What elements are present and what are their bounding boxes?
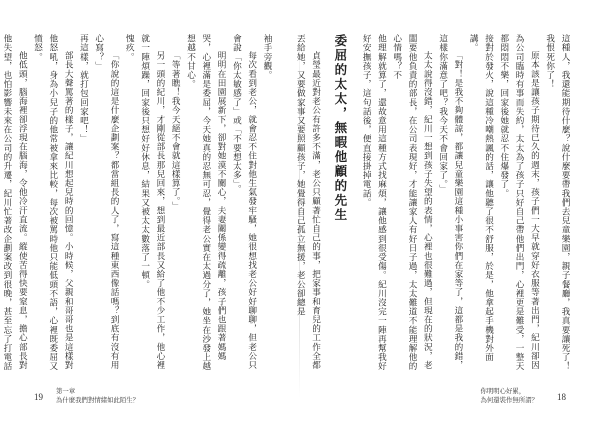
paragraph: 這種人，我還能期待什麼？說什麼要帶我們去兒童樂園，親子餐廳，我真要讓死了！我恨死你了！	[544, 34, 570, 371]
paragraph: 袖手旁觀。	[262, 34, 272, 80]
paragraph: 「你說的這是什麼企劃案？都當組長的人了，寫這種東西像話嗎？到底有沒有用心寫？」	[93, 34, 120, 370]
footer-title-line-1: 你明明心好累，	[480, 387, 526, 395]
footer-title: 為什麼我們對情緒如此陌生？	[56, 395, 140, 404]
right-page	[295, 0, 600, 426]
paragraph: 貞瑩最近對老公有許多不滿，老公只顧著忙自己的事，把家事和育兒的工作全都丟給她，又要做家事又要照顧孩子，她覺得自己孤立無援，老公卻總是	[295, 34, 321, 370]
paragraph: 他低頭，腦海裡卻浮現在腦海，令他冷汗直流。縱使苦得快要窒息，擔心部長對他失望，也怕影響未來在公司的升遷，紀川忙著改企劃案改到很晚，甚至忘了打電話	[1, 34, 28, 371]
footer-chapter: 第一章	[56, 387, 76, 395]
paragraph: 部長大聲罵著的樣子，讓紀川想起兒時的回憶。小時候，父親和哥哥也是這樣對他怒吼，身為小兒子的他常被拿來比較，每次被罵時他只能低頭不語，心裡既委屈又憤怒。	[32, 34, 74, 371]
paragraph: 接對於發火，說這種冷嘲熱諷的話，讓他聽了很不舒服，於是，他拿起手機對外面講。	[468, 34, 494, 362]
paragraph: 他理解就算了，還故意用這種方式找麻煩，讓他感到很受傷。紀川沒完一陣再幫我好好安撫孩子，這句話後，便直接掛掉電話。	[361, 34, 387, 371]
paragraph: 每次看到老公，就會忍不住對他生氣發牢騷，她很想找老公好好聊聊，但老公只會說「你太敏感了」或「不要想太多」。	[231, 34, 257, 370]
running-footer	[480, 387, 538, 404]
page-number: 19	[34, 392, 43, 402]
paragraph: 原本該是讓孩子期待已久的週末，孩子們一大早就穿好衣服等著出門，紀川卻因為公司臨時有事而失約，太太為了孩子只好自己帶他們出門，心裡更是難受，一整天都悶悶不樂，回家後她就忍不住爆發了。	[498, 34, 540, 371]
paragraph: 再這樣，就打包回家吧！」	[78, 34, 89, 144]
paragraph: 愧疚。	[124, 34, 135, 62]
left-page-text	[1, 34, 274, 376]
paragraph: 「等著瞧！我今天絕不會就這樣算了。」	[170, 51, 181, 211]
paragraph: 明明在田園展新下，卻對她漠不關心，夫妻關係變得疏離，孩子們也跟著媽媽哭，心裡滿是委屈，今天她真的忍無可忍，覺得老公實在太過分了，她坐在沙發上越想越不甘心。	[185, 34, 227, 371]
paragraph: 太太說得沒錯，紀川一想到孩子失望的表情，心裡也很難過，但現在的狀況，老闆要他負責的部長，在公司表現好，才能讓家人有好日子過，太太難道不能理解他的心情嗎？不	[391, 34, 433, 371]
section-heading: 委屈的太太，無暇他顧的先生	[332, 34, 348, 223]
right-page-text	[295, 34, 572, 376]
paragraph: 「對！是我不夠體諒，都讓兒童樂園這種小事害你們在家等了，這都是我的錯，這樣你滿意了吧？我今天不會回家了。」	[437, 34, 463, 370]
footer-title-line-2: 為何還裝作無所謂？	[480, 395, 538, 404]
page-number: 18	[557, 392, 566, 402]
running-footer	[56, 387, 139, 404]
paragraph: 另一頭的紀川，才剛從部長那兒回來，想到最近部長又給了他不少工作，他心裡就一陣煩躁，回家後只想好好休息，結果又被太太數落了一頓。	[139, 34, 165, 370]
